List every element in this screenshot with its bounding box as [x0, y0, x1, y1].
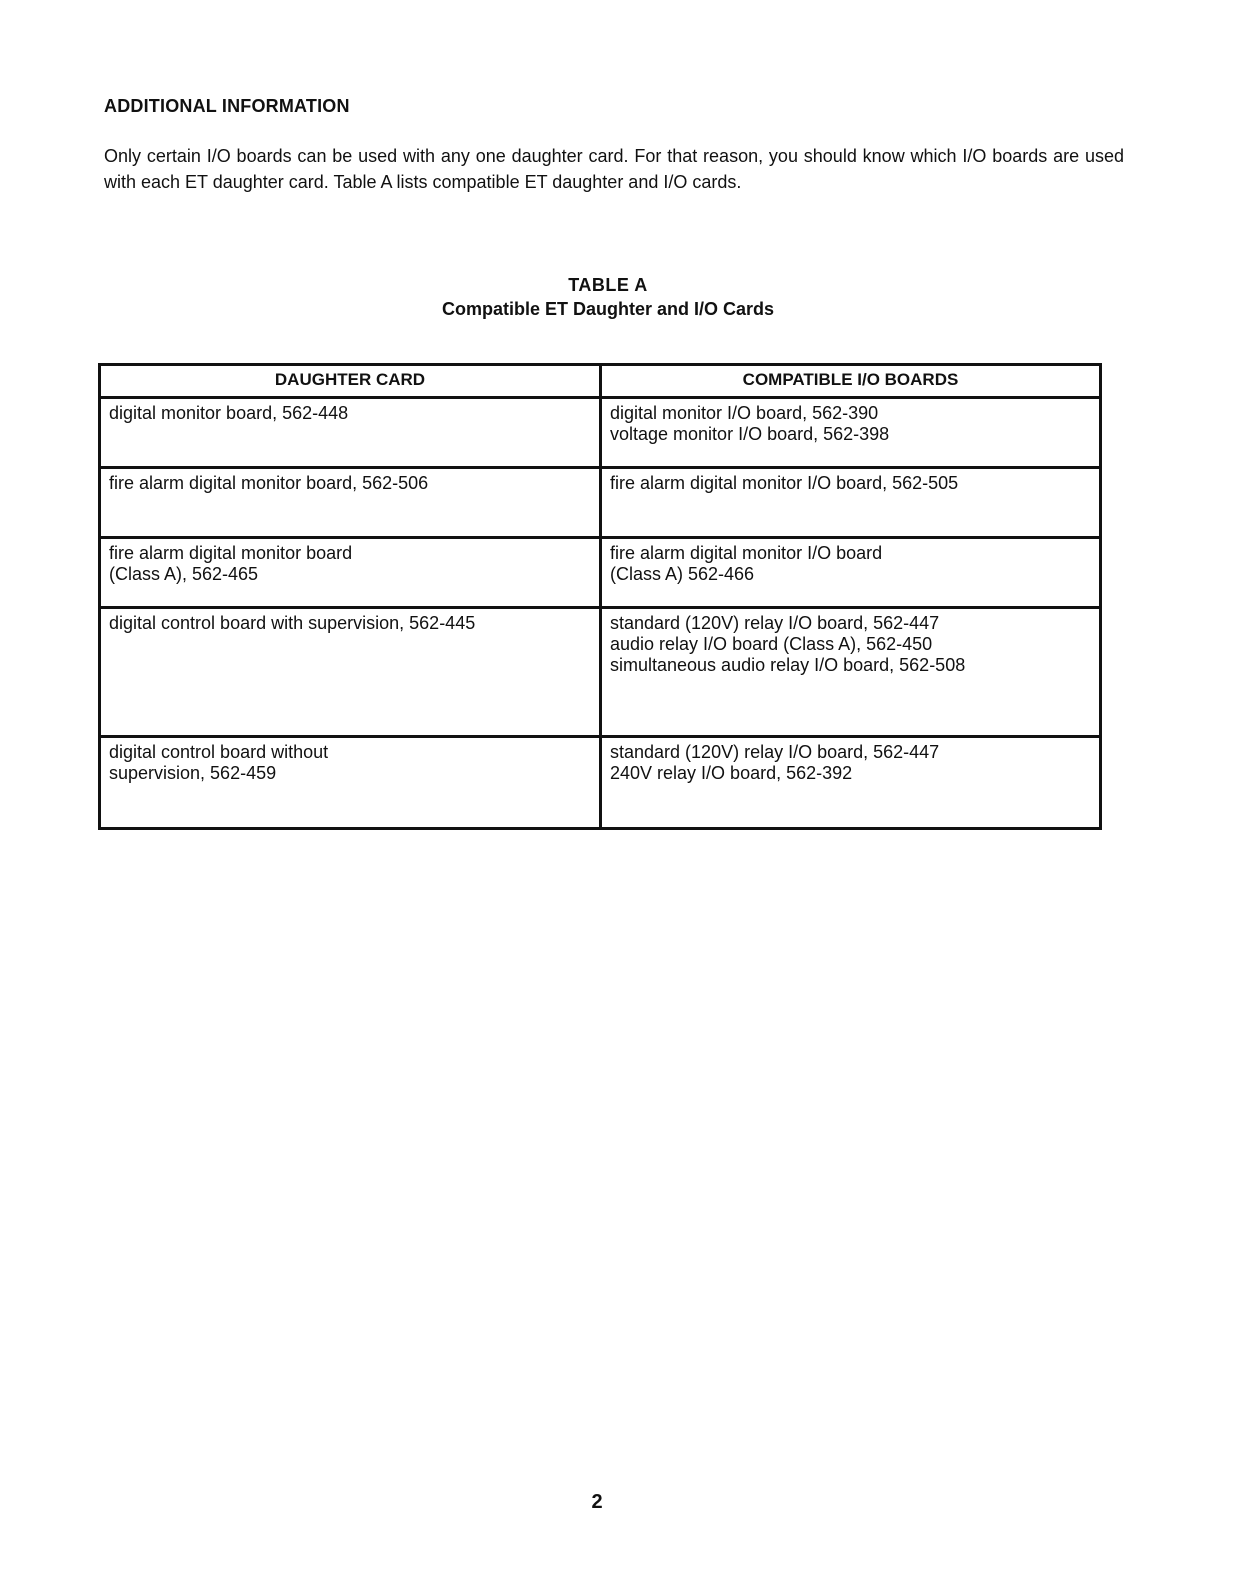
daughter-card-cell — [100, 608, 601, 737]
table-header-row — [100, 365, 1101, 398]
compatible-boards-cell — [601, 737, 1101, 829]
cell-line: voltage monitor I/O board, 562-398 — [610, 424, 890, 444]
daughter-card-cell — [100, 737, 601, 829]
daughter-card-cell — [100, 398, 601, 468]
cell-line: audio relay I/O board (Class A), 562-450 — [610, 634, 933, 654]
cell-line: digital monitor board, 562-448 — [109, 403, 349, 423]
cell-line: supervision, 562-459 — [109, 763, 277, 783]
compatibility-table — [98, 363, 1102, 830]
cell-line: fire alarm digital monitor board — [109, 543, 353, 563]
table-row — [100, 398, 1101, 468]
compatible-boards-cell — [601, 398, 1101, 468]
table-row — [100, 468, 1101, 538]
table-row — [100, 737, 1101, 829]
cell-line: digital control board with supervision, 562-445 — [109, 613, 476, 633]
daughter-card-cell — [100, 538, 601, 608]
compatible-boards-cell — [601, 468, 1101, 538]
table-row — [100, 608, 1101, 737]
cell-line: standard (120V) relay I/O board, 562-447 — [610, 613, 940, 633]
cell-line: fire alarm digital monitor I/O board, 562-505 — [610, 473, 959, 493]
compatible-boards-cell — [601, 538, 1101, 608]
table-number: TABLE A — [568, 275, 648, 295]
header-compatible-io-boards: COMPATIBLE I/O BOARDS — [601, 365, 1101, 398]
cell-line: fire alarm digital monitor board, 562-506 — [109, 473, 429, 493]
intro-paragraph: Only certain I/O boards can be used with any one daughter card. For that reason, you should know which I/O boards are used with each ET daughter card. Table A lists compatible ET daughter and I/O cards. — [104, 146, 1124, 192]
cell-line: simultaneous audio relay I/O board, 562-508 — [610, 655, 966, 675]
cell-line: 240V relay I/O board, 562-392 — [610, 763, 853, 783]
table-title: Compatible ET Daughter and I/O Cards — [441, 299, 775, 319]
table-row — [100, 538, 1101, 608]
header-daughter-card: DAUGHTER CARD — [100, 365, 601, 398]
page-number: 2 — [591, 1491, 603, 1513]
cell-line: standard (120V) relay I/O board, 562-447 — [610, 742, 940, 762]
cell-line: (Class A) 562-466 — [610, 564, 755, 584]
daughter-card-cell — [100, 468, 601, 538]
section-heading: ADDITIONAL INFORMATION — [104, 96, 350, 116]
cell-line: fire alarm digital monitor I/O board — [610, 543, 883, 563]
cell-line: digital monitor I/O board, 562-390 — [610, 403, 879, 423]
cell-line: digital control board without — [109, 742, 329, 762]
compatible-boards-cell — [601, 608, 1101, 737]
cell-line: (Class A), 562-465 — [109, 564, 259, 584]
